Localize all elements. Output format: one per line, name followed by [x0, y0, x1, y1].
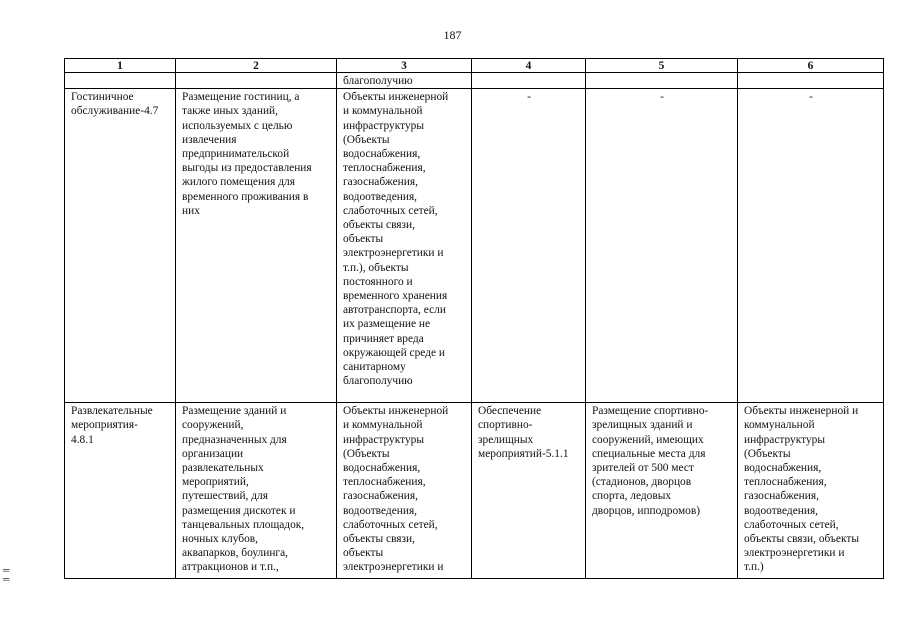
table-cell: [337, 403, 472, 579]
cell-line: Развлекательные: [71, 405, 153, 418]
cell-line: временного проживания в: [182, 190, 309, 203]
cell-line: путешествий, для: [182, 490, 268, 503]
table-row-hotel-service: [65, 89, 884, 403]
cell-line: используемых с целью: [182, 119, 293, 132]
cell-line: теплоснабжения,: [744, 476, 827, 489]
cell-line: объекты: [343, 547, 384, 560]
cell-line: газоснабжения,: [744, 490, 819, 503]
column-header-1: 1: [65, 59, 176, 73]
cell-line: водоснабжения,: [744, 462, 822, 475]
cell-line: т.п.): [744, 561, 764, 574]
table-cell: [738, 73, 884, 89]
cell-line: т.п.), объекты: [343, 261, 409, 274]
cell-line: аттракционов и т.п.,: [182, 561, 279, 574]
cell-line: выгоды из предоставления: [182, 162, 312, 175]
cell-line: причиняет вреда: [343, 332, 424, 345]
cell-line: ночных клубов,: [182, 533, 258, 546]
cell-line: (стадионов, дворцов: [592, 476, 692, 489]
cell-line: Объекты инженерной: [343, 405, 449, 418]
cell-line: санитарному: [343, 361, 406, 374]
cell-line: зрелищных: [478, 433, 534, 446]
cell-line: предназначенных для: [182, 433, 287, 446]
cell-line: объекты: [343, 233, 384, 246]
cell-line: (Объекты: [343, 133, 390, 146]
cell-line: и коммунальной: [343, 105, 423, 118]
column-header-4: 4: [472, 59, 586, 73]
cell-line: водоотведения,: [343, 190, 418, 203]
table-cell: [176, 403, 337, 579]
cell-line: зрелищных зданий и: [592, 419, 693, 432]
cell-line: газоснабжения,: [343, 490, 418, 503]
cell-line: также иных зданий,: [182, 105, 278, 118]
cell-line: них: [182, 204, 200, 217]
table-cell: [586, 73, 738, 89]
column-header-6: 6: [738, 59, 884, 73]
cell-line: временного хранения: [343, 290, 448, 303]
table-cell: [176, 89, 337, 403]
table-cell: [472, 403, 586, 579]
cell-line: благополучию: [343, 75, 413, 87]
table-cell: [65, 403, 176, 579]
cell-line: (Объекты: [744, 447, 791, 460]
cell-line: их размещение не: [343, 318, 431, 331]
cell-line: газоснабжения,: [343, 176, 418, 189]
cell-line: теплоснабжения,: [343, 476, 426, 489]
cell-line: спорта, ледовых: [592, 490, 672, 503]
table-cell: [65, 73, 176, 89]
page-number: 187: [443, 28, 462, 42]
cell-line: объекты связи,: [343, 533, 415, 546]
table-cell: -: [472, 89, 586, 403]
cell-line: водоотведения,: [744, 504, 819, 517]
cell-line: благополучию: [343, 375, 413, 388]
cell-line: организации: [182, 447, 244, 460]
table-cell: [472, 73, 586, 89]
table-cell: [176, 73, 337, 89]
cell-line: слаботочных сетей,: [343, 518, 438, 531]
cell-line: водоснабжения,: [343, 148, 421, 161]
land-use-table: [64, 58, 884, 579]
cell-line: электроэнергетики и: [343, 247, 444, 260]
column-header-2: 2: [176, 59, 337, 73]
cell-line: зрителей от 500 мест: [592, 462, 694, 475]
cell-line: инфраструктуры: [744, 433, 825, 446]
cell-line: сооружений, имеющих: [592, 433, 704, 446]
cell-line: электроэнергетики и: [343, 561, 444, 574]
cell-line: инфраструктуры: [343, 119, 424, 132]
cell-line: мероприятия-: [71, 419, 138, 432]
cell-line: Размещение зданий и: [182, 405, 287, 418]
cell-line: электроэнергетики и: [744, 547, 845, 560]
cell-line: специальные места для: [592, 447, 706, 460]
cell-line: постоянного и: [343, 275, 413, 288]
header-row: [65, 59, 884, 73]
cell-line: водоснабжения,: [343, 462, 421, 475]
cell-line: (Объекты: [343, 447, 390, 460]
margin-mark: ═ ═: [3, 565, 10, 584]
table-cell: [337, 73, 472, 89]
table-cell: [337, 89, 472, 403]
cell-line: теплоснабжения,: [343, 162, 426, 175]
cell-line: Размещение спортивно-: [592, 405, 709, 418]
table-row-continued: [65, 73, 884, 89]
cell-line: водоотведения,: [343, 504, 418, 517]
cell-line: и коммунальной: [343, 419, 423, 432]
cell-line: аквапарков, боулинга,: [182, 547, 288, 560]
cell-line: Объекты инженерной: [343, 91, 449, 104]
cell-line: мероприятий-5.1.1: [478, 447, 569, 460]
cell-line: Размещение гостиниц, а: [182, 91, 300, 104]
column-header-5: 5: [586, 59, 738, 73]
cell-line: сооружений,: [182, 419, 244, 432]
table-cell: [586, 403, 738, 579]
cell-line: слаботочных сетей,: [343, 204, 438, 217]
cell-line: объекты связи,: [343, 219, 415, 232]
table-row-entertainment: [65, 403, 884, 579]
cell-line: инфраструктуры: [343, 433, 424, 446]
cell-line: спортивно-: [478, 419, 533, 432]
cell-line: Обеспечение: [478, 405, 542, 418]
cell-line: извлечения: [182, 133, 237, 146]
cell-line: дворцов, ипподромов): [592, 504, 701, 517]
table-cell: [738, 403, 884, 579]
cell-line: объекты связи, объекты: [744, 533, 859, 546]
cell-line: 4.8.1: [71, 433, 94, 446]
table-cell: [65, 89, 176, 403]
cell-line: слаботочных сетей,: [744, 518, 839, 531]
cell-line: размещения дискотек и: [182, 504, 296, 517]
cell-line: Гостиничное: [71, 91, 134, 104]
cell-line: предпринимательской: [182, 148, 290, 161]
cell-line: мероприятий,: [182, 476, 249, 489]
cell-line: окружающей среде и: [343, 346, 445, 359]
cell-line: жилого помещения для: [182, 176, 295, 189]
cell-line: автотранспорта, если: [343, 304, 446, 317]
cell-line: коммунальной: [744, 419, 815, 432]
cell-line: танцевальных площадок,: [182, 518, 305, 531]
cell-line: обслуживание-4.7: [71, 105, 159, 118]
table-cell: -: [586, 89, 738, 403]
table-cell: -: [738, 89, 884, 403]
column-header-3: 3: [337, 59, 472, 73]
cell-line: развлекательных: [182, 462, 264, 475]
cell-line: Объекты инженерной и: [744, 405, 859, 418]
